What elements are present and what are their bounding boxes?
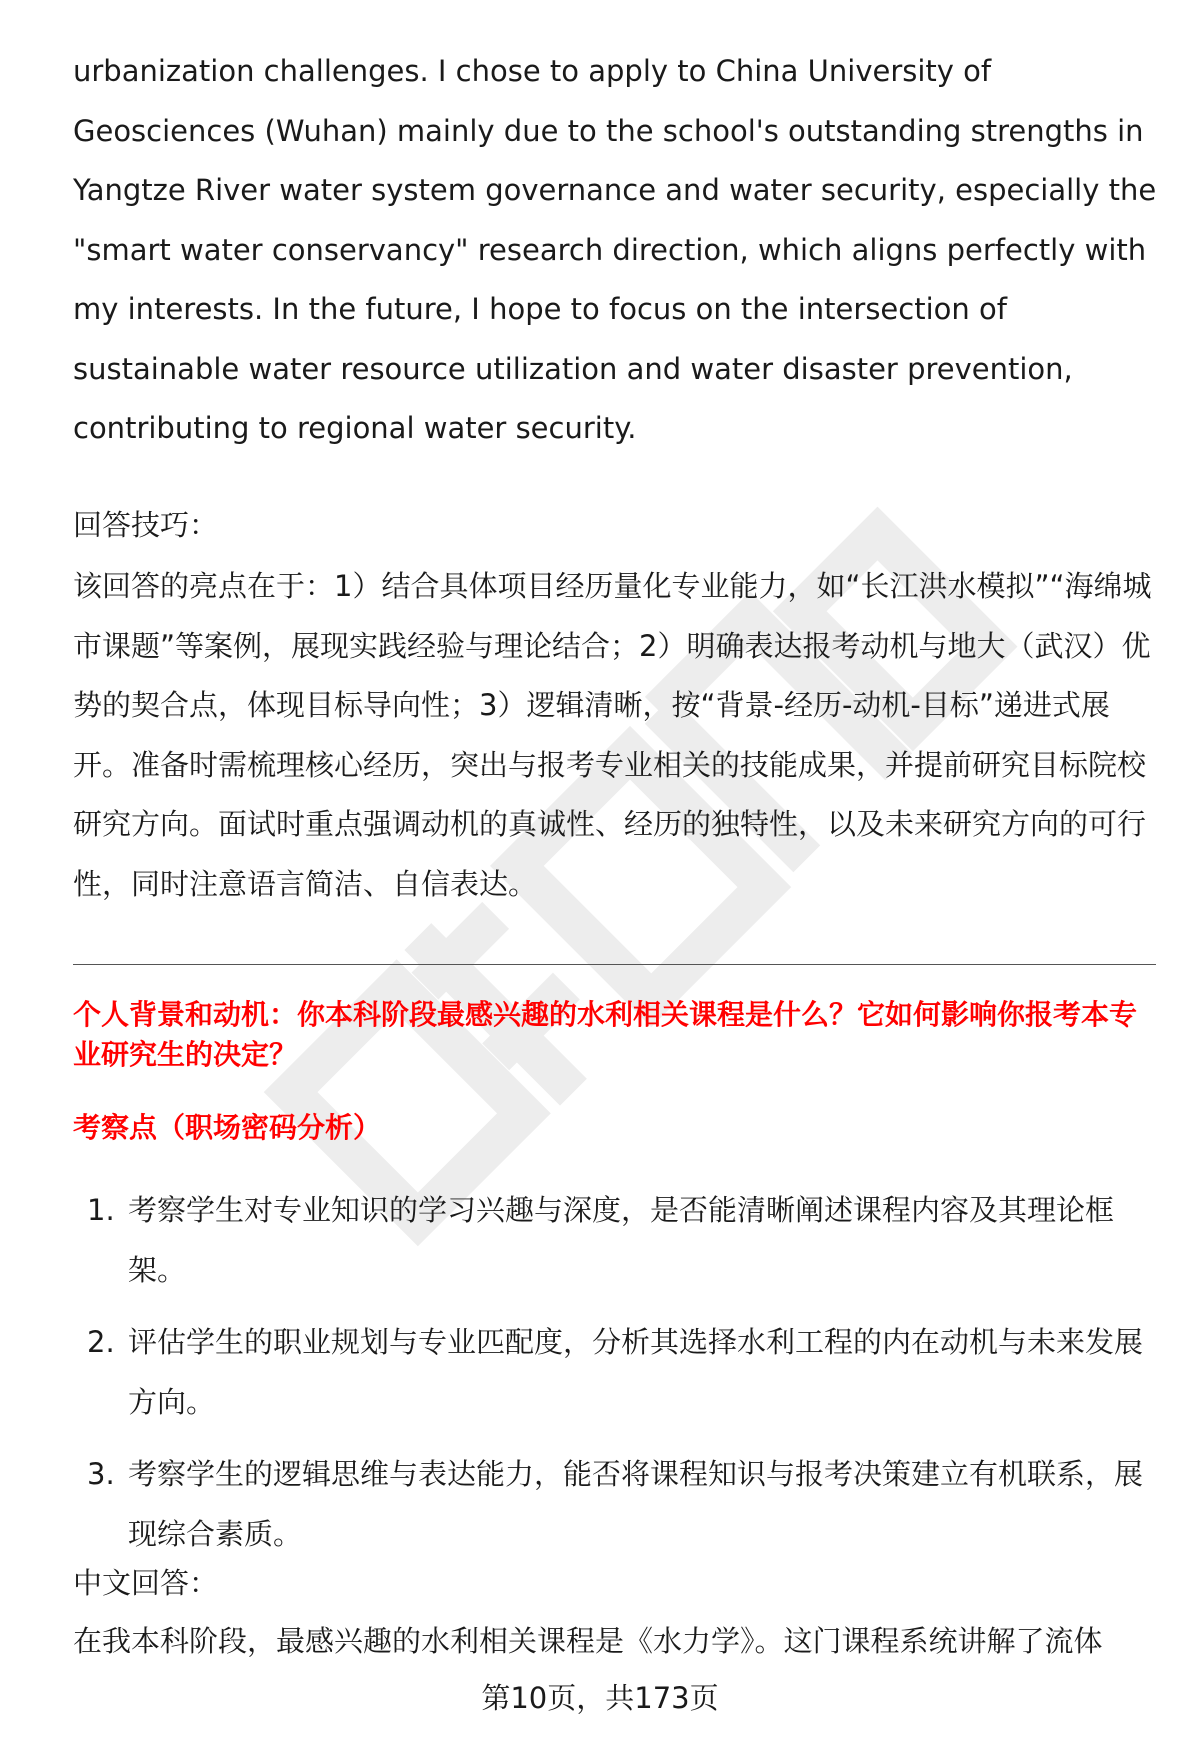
list-item bbox=[73, 1444, 1163, 1564]
chinese-answer-label: 中文回答： bbox=[73, 1566, 219, 1600]
list-item-text: 考察学生对专业知识的学习兴趣与深度，是否能清晰阐述课程内容及其理论框架。 bbox=[128, 1193, 1115, 1287]
list-item bbox=[73, 1312, 1163, 1432]
list-item-number: 3. bbox=[87, 1457, 115, 1491]
page-footer: 第10页，共173页 bbox=[481, 1681, 719, 1715]
top-paragraph: urbanization challenges. I chose to apply to China University of Geosciences (Wuhan) mainly due to the school's outstanding strengths in Yangtze River water system governance and water security, especially the "smart water conservancy" research direction, which aligns perfectly with my interests. In the future, I hope to focus on the intersection of sustainable water resource utilization and water disaster prevention, contributing to regional water security. bbox=[73, 54, 1157, 445]
list-item-number: 2. bbox=[87, 1325, 115, 1359]
chinese-answer-text: 在我本科阶段，最感兴趣的水利相关课程是《水力学》。这门课程系统讲解了流体 bbox=[73, 1624, 1103, 1658]
tips-label: 回答技巧： bbox=[73, 508, 219, 542]
list-item-text: 考察学生的逻辑思维与表达能力，能否将课程知识与报考决策建立有机联系，展现综合素质。 bbox=[128, 1457, 1144, 1551]
assessment-list bbox=[73, 1180, 1163, 1576]
section-divider bbox=[73, 964, 1156, 965]
tips-text: 该回答的亮点在于：1）结合具体项目经历量化专业能力，如“长江洪水模拟”“海绵城市课题”等案例，展现实践经验与理论结合；2）明确表达报考动机与地大（武汉）优势的契合点，体现目标导向性；3）逻辑清晰，按“背景-经历-动机-目标”递进式展开。准备时需梳理核心经历，突出与报考专业相关的技能成果，并提前研究目标院校研究方向。面试时重点强调动机的真诚性、经历的独特性，以及未来研究方向的可行性，同时注意语言简洁、自信表达。 bbox=[73, 569, 1152, 901]
question-title: 个人背景和动机：你本科阶段最感兴趣的水利相关课程是什么？它如何影响你报考本专业研究生的决定？ bbox=[73, 998, 1138, 1071]
assessment-title: 考察点（职场密码分析） bbox=[73, 1111, 382, 1144]
list-item-text: 评估学生的职业规划与专业匹配度，分析其选择水利工程的内在动机与未来发展方向。 bbox=[128, 1325, 1144, 1419]
list-item-number: 1. bbox=[87, 1193, 115, 1227]
list-item bbox=[73, 1180, 1163, 1300]
